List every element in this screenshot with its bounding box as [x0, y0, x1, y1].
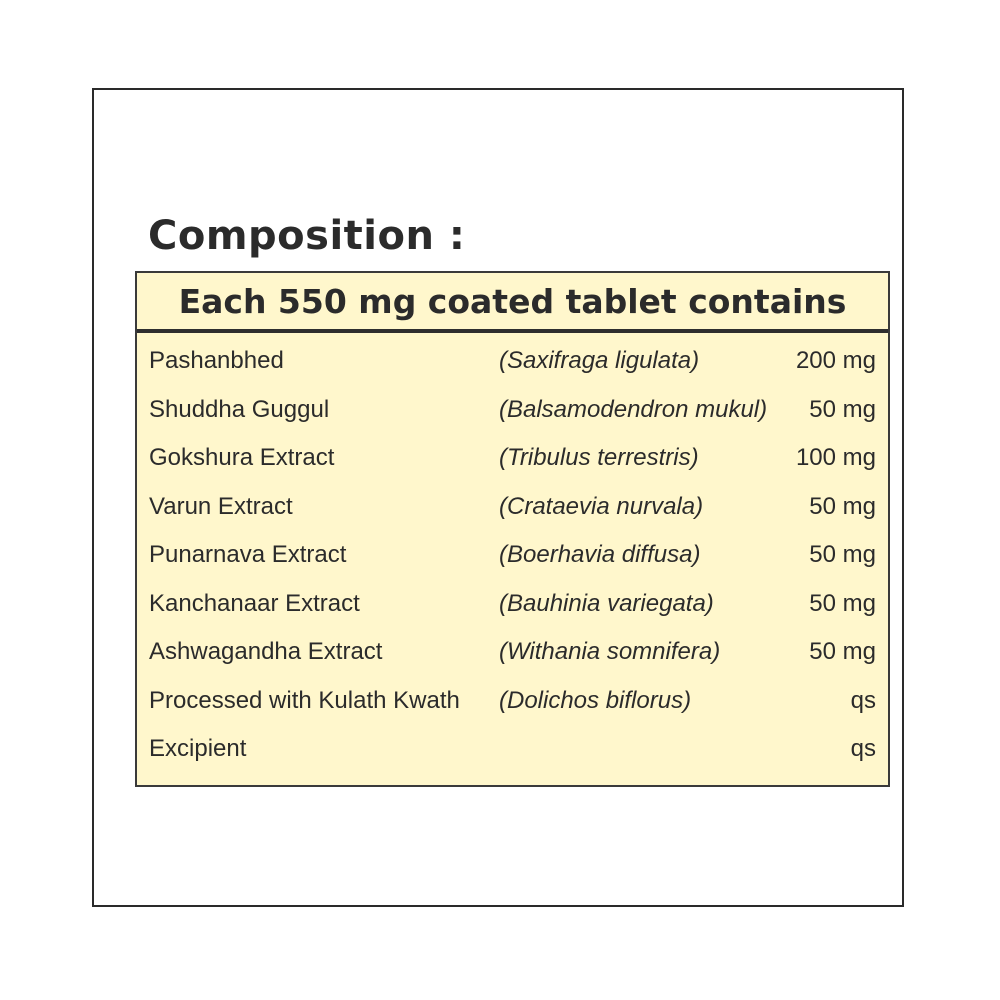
table-row [137, 434, 888, 483]
ingredient-name: Gokshura Extract [149, 444, 335, 471]
ingredient-name: Processed with Kulath Kwath [149, 686, 460, 714]
ingredient-dose: 50 mg [809, 638, 876, 665]
botanical-name: (Bauhinia variegata) [499, 589, 714, 617]
table-row [137, 628, 888, 677]
table-row [137, 531, 888, 580]
ingredient-name: Excipient [149, 735, 247, 762]
ingredient-name: Kanchanaar Extract [149, 589, 360, 617]
table-row [137, 677, 888, 726]
ingredient-dose: 50 mg [809, 395, 876, 423]
ingredient-dose: 200 mg [795, 347, 876, 374]
ingredient-name: Pashanbhed [149, 347, 284, 374]
botanical-name: (Crataevia nurvala) [499, 492, 704, 520]
ingredient-name: Shuddha Guggul [149, 395, 330, 423]
botanical-name: (Balsamodendron mukul) [499, 395, 768, 423]
botanical-name: (Tribulus terrestris) [499, 444, 699, 471]
ingredient-dose: qs [850, 686, 876, 714]
ingredient-dose: 100 mg [795, 444, 876, 471]
botanical-name: (Boerhavia diffusa) [499, 541, 701, 568]
table-row [137, 725, 888, 774]
ingredient-name: Varun Extract [149, 492, 293, 520]
table-header: Each 550 mg coated tablet contains [137, 273, 888, 333]
table-row [137, 337, 888, 386]
botanical-name: (Saxifraga ligulata) [499, 347, 700, 374]
ingredient-name: Punarnava Extract [149, 541, 347, 568]
table-rows [137, 337, 888, 774]
ingredient-dose: qs [850, 735, 876, 762]
ingredient-dose: 50 mg [809, 492, 876, 520]
botanical-name: (Dolichos biflorus) [499, 686, 692, 714]
table-row [137, 483, 888, 532]
ingredient-dose: 50 mg [809, 589, 876, 617]
composition-heading: Composition : [148, 213, 466, 259]
ingredient-name: Ashwagandha Extract [149, 638, 383, 665]
composition-table [135, 271, 890, 787]
table-row [137, 580, 888, 629]
table-row [137, 386, 888, 435]
botanical-name: (Withania somnifera) [499, 638, 721, 665]
ingredient-dose: 50 mg [809, 541, 876, 568]
